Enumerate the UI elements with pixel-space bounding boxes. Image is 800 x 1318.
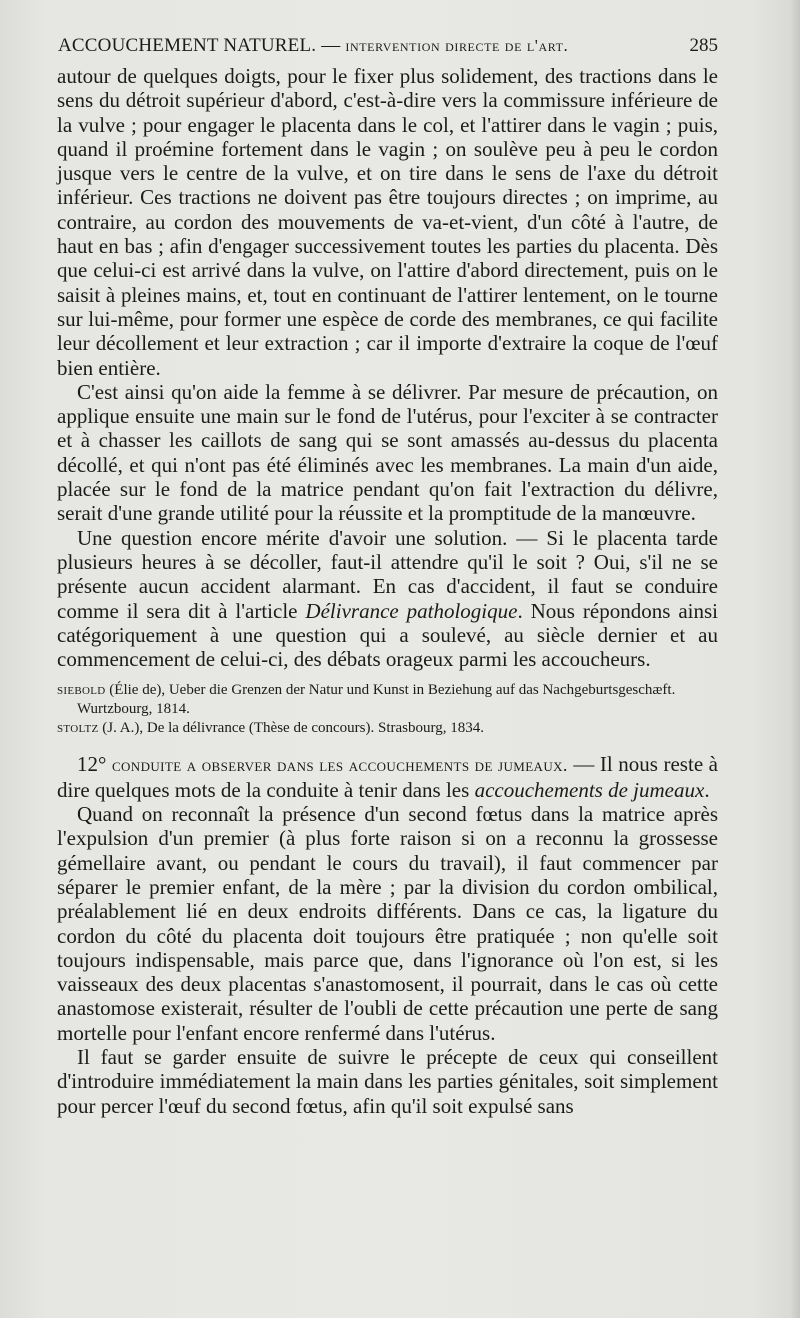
section-12-paragraph: [57, 752, 718, 802]
paragraph-1: autour de quelques doigts, pour le fixer plus solidement, des tractions dans le sens du détroit supérieur d'abord, c'est-à-dire vers la commissure inférieure de la vulve ; pour engager le placenta dans le col, et l'attirer dans le vagin ; puis, quand il proémine fortement dans le vagin ; on soulève peu à peu le cordon jusque vers le centre de la vulve, et on tire dans le sens de l'axe du détroit inférieur. Ces tractions ne doivent pas être toujours directes ; on imprime, au contraire, au cordon des mouvements de va-et-vient, d'un côté à l'autre, de haut en bas ; afin d'engager successivement toutes les parties du placenta. Dès que celui-ci est arrivé dans la vulve, on l'attire d'abord directement, puis on le saisit à pleines mains, et, tout en continuant de l'attirer lentement, on le tourne sur lui-même, pour former une espèce de corde des membranes, ce qui facilite leur décollement et leur extraction ; car il importe d'extraire la coque de l'œuf bien entière.: [57, 64, 718, 380]
paragraph-3: [57, 526, 718, 672]
page-edge-shadow: [790, 0, 800, 1318]
paragraph-5: Quand on reconnaît la présence d'un second fœtus dans la matrice après l'expulsion d'un premier (à plus forte raison si on a reconnu la grossesse gémellaire avant, ou pendant le cours du travail), il faut commencer par séparer le premier enfant, de la mère ; par la division du cordon ombilical, préalablement lié en deux endroits différents. Dans ce cas, la ligature du cordon du côté du placenta doit toujours être pratiquée ; non qu'elle soit toujours indispensable, mais parce que, dans l'ignorance où l'on est, si les vaisseaux des deux placentas s'anastomosent, il pourrait, dans le cas où cette anastomose existerait, résulter de l'oubli de cette précaution une perte de sang mortelle pour l'enfant encore renfermé dans l'utérus.: [57, 802, 718, 1045]
paragraph-2: C'est ainsi qu'on aide la femme à se délivrer. Par mesure de précaution, on applique ensuite une main sur le fond de l'utérus, pour l'exciter à se contracter et à chasser les caillots de sang qui se sont amassés au-dessus du placenta décollé, et qui n'ont pas été éliminés avec les membranes. La main d'un aide, placée sur le fond de la matrice pendant qu'on fait l'extraction du délivre, serait d'une grande utilité pour la réussite et la promptitude de la manœuvre.: [57, 379, 718, 526]
section-text-start: Il nous reste à dire quelques mots de la conduite à tenir dans les: [57, 752, 719, 802]
running-head-subtitle: intervention directe de l'art.: [345, 36, 569, 55]
paragraph-3-text-end: . Nous répondons ainsi catégoriquement à une question qui a soulevé, au siècle dernier et au commencement de celui-ci, des débats orageux parmi les accoucheurs.: [57, 598, 718, 672]
bibliography-entry: [57, 681, 718, 719]
reference-author: stoltz: [57, 720, 99, 737]
running-head: [58, 32, 568, 60]
running-head-separator: —: [316, 35, 346, 56]
paragraph-6: Il faut se garder ensuite de suivre le précepte de ceux qui conseillent d'introduire immédiatement la main dans les parties génitales, soit simplement pour percer l'œuf du second fœtus, afin qu'il soit expulsé sans: [57, 1044, 718, 1118]
section-italic-term: accouchements de jumeaux: [474, 777, 705, 802]
running-head-title: ACCOUCHEMENT NATUREL.: [58, 35, 317, 56]
section-text-end: .: [704, 777, 710, 802]
body-text: [57, 64, 718, 1118]
page-number: 285: [689, 35, 718, 56]
section-number: 12°: [77, 752, 107, 777]
article-reference: Délivrance pathologique: [305, 598, 518, 623]
paragraph-3-text-start: Une question encore mérite d'avoir une solution. — Si le placenta tarde plusieurs heures à se décoller, faut-il attendre qu'il le soit ? Oui, s'il ne se présente aucun accident alarmant. En cas d'accident, il faut se conduire comme il sera dit à l'article: [57, 525, 718, 623]
reference-author: siebold: [57, 682, 106, 699]
reference-details: (J. A.), De la délivrance (Thèse de concours). Strasbourg, 1834.: [98, 720, 484, 737]
bibliography-entry: [57, 719, 718, 738]
reference-details: (Élie de), Ueber die Grenzen der Natur und Kunst in Beziehung auf das Nachgeburtsgeschæft. Wurtzbourg, 1814.: [77, 682, 676, 718]
bibliography: [57, 681, 718, 738]
page-header: [58, 32, 718, 60]
section-heading: conduite a observer dans les accouchements de jumeaux.: [111, 755, 568, 776]
section-dash: —: [567, 752, 600, 777]
